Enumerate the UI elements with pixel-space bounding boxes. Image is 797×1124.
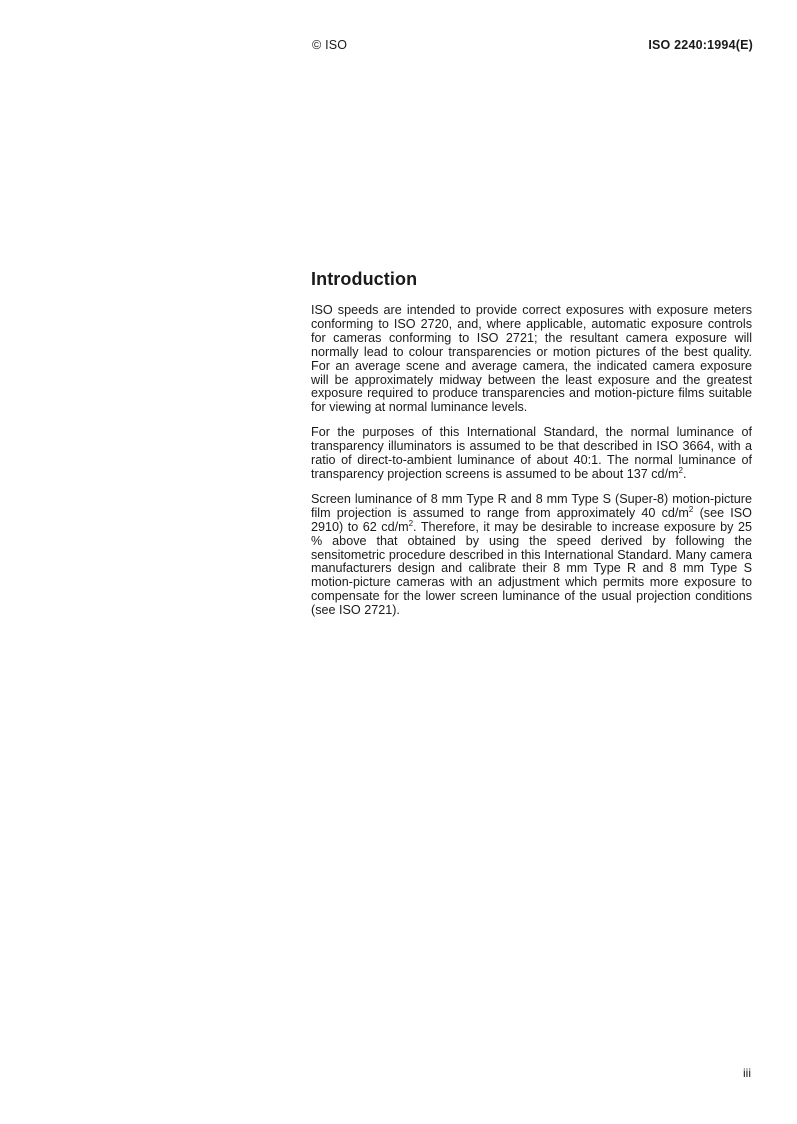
paragraph-normal-luminance [311,426,752,482]
standard-number-header: ISO 2240:1994(E) [648,38,753,52]
paragraph-text: (see ISO 2910) to 62 cd/m [311,505,752,534]
paragraph-text: . Therefore, it may be desirable to increase exposure by 25 % above that obtained by using the speed derived by following the sensitometric procedure described in this International Standard. Many camera manufacturers design and calibrate their 8 mm Type R and 8 mm Type S motion-picture cameras with an adjustment which permits more exposure to compensate for the lower screen luminance of the usual projection conditions (see ISO 2721). [311,519,752,618]
superscript: 2 [678,465,683,475]
superscript: 2 [408,518,414,528]
paragraph-text: Screen luminance of 8 mm Type R and 8 mm Type S (Super-8) motion-picture film projection is assumed to range from approximately 40 cd/m [311,491,752,520]
paragraph-text: For the purposes of this International Standard, the normal luminance of transparency illuminators is assumed to be that described in ISO 3664, with a ratio of direct-to-ambient luminance of about 40:1. The normal luminance of transparency projection screens is assumed to be about 137 cd/m [311,425,752,481]
page-number: iii [743,1066,751,1080]
paragraph-iso-speeds: ISO speeds are intended to provide correct exposures with exposure meters conforming to ISO 2720, and, where applicable, automatic exposure controls for cameras conforming to ISO 2721; the resultant camera exposure will normally lead to colour transparencies or motion pictures of the best quality. For an average scene and average camera, the indicated camera exposure will be approximately midway between the least exposure and the greatest exposure required to produce transparencies and motion-picture films suitable for viewing at normal luminance levels. [311,303,752,415]
copyright-header: © ISO [312,38,348,52]
paragraph-screen-luminance [311,493,752,618]
paragraph-text: . [682,466,687,481]
superscript: 2 [688,504,694,514]
section-title: Introduction [311,269,418,289]
introduction-body [311,304,752,629]
